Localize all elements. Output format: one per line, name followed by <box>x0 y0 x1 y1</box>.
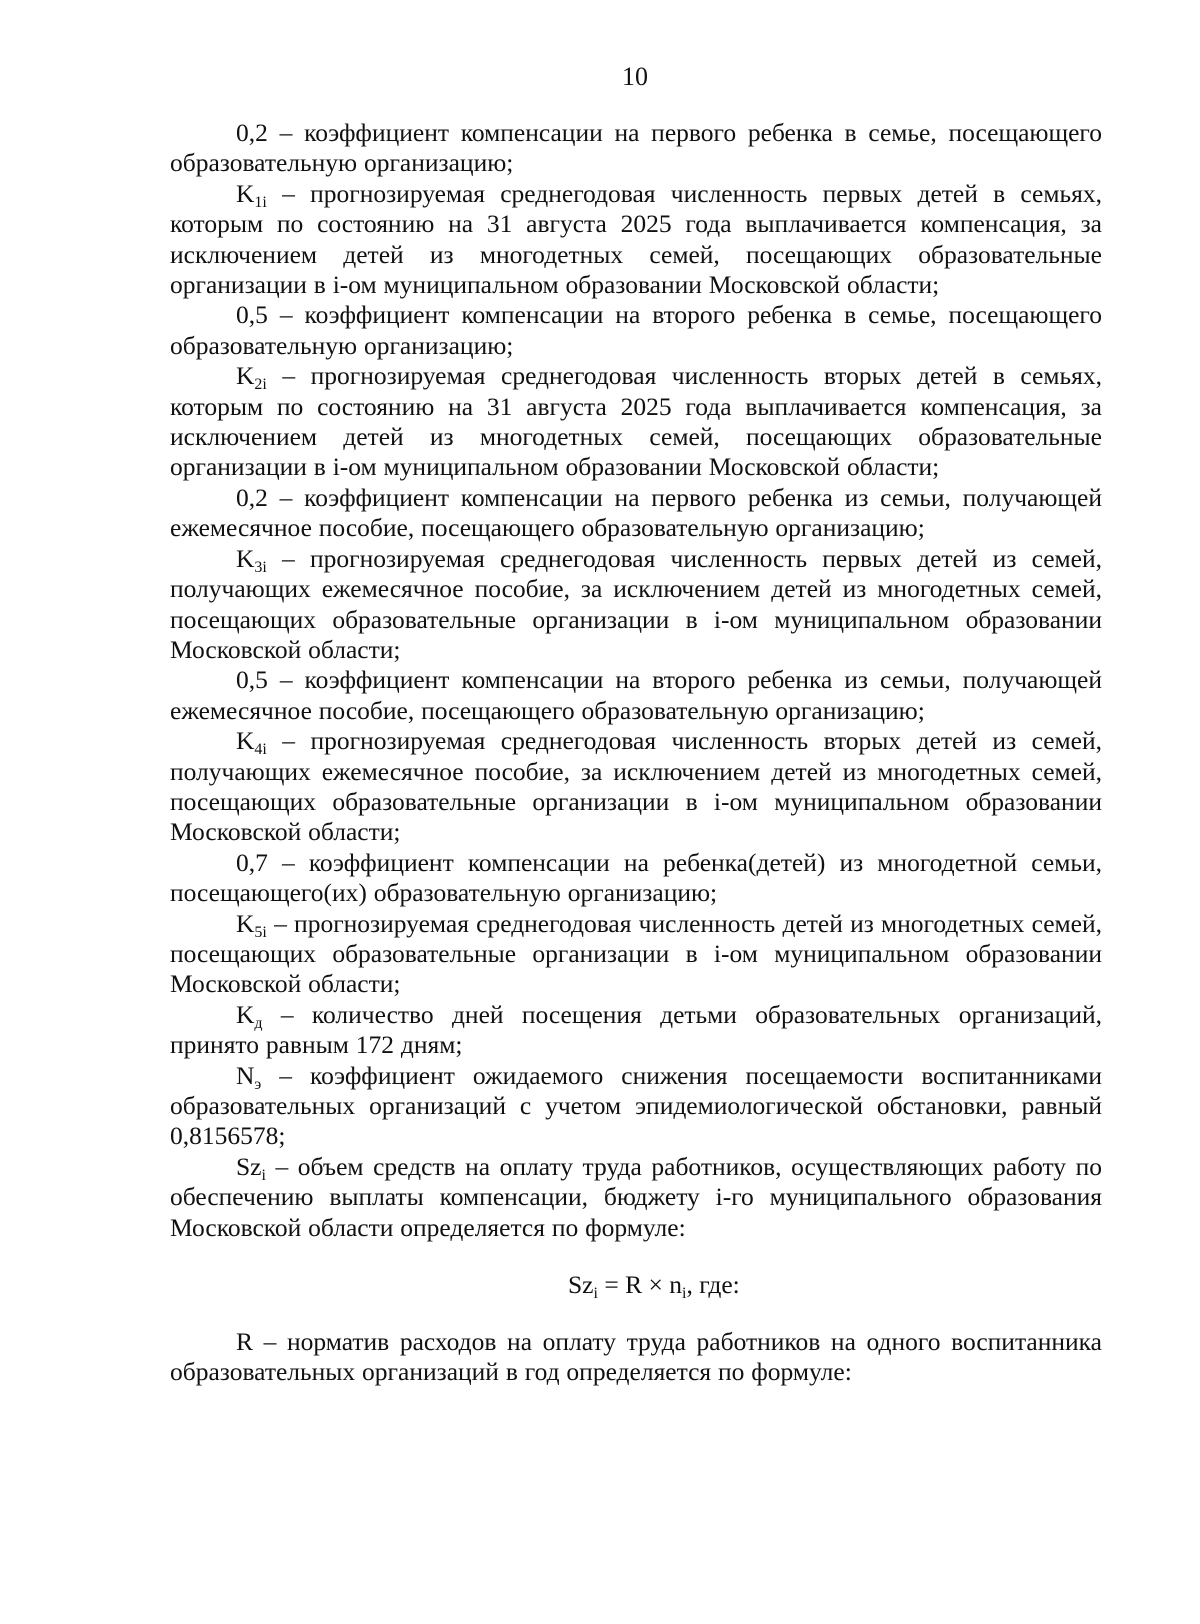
definition-paragraph <box>170 544 1102 666</box>
variable-symbol <box>236 999 263 1032</box>
definition-paragraph <box>170 1000 1102 1061</box>
variable-symbol-letter: K <box>236 999 255 1029</box>
definition-text: R – норматив расходов на оплату труда работников на одного воспитанника образовательных организаций в год определяется по формуле: <box>170 1327 1102 1387</box>
variable-symbol-subscript: 1i <box>254 193 267 211</box>
variable-symbol <box>236 726 267 759</box>
definition-paragraph <box>170 1327 1102 1388</box>
variable-symbol-subscript: 4i <box>254 741 267 759</box>
formula-lhs: Sz <box>568 1270 594 1300</box>
definition-paragraph <box>170 361 1102 483</box>
definition-text: – объем средств на оплату труда работников, осуществляющих работу по обеспечению выплаты компенсации, бюджету i-го муниципального образования Московской области определяется по формуле: <box>170 1151 1102 1242</box>
definition-paragraph <box>170 483 1102 544</box>
formula-rhs-subscript: i <box>681 1285 687 1303</box>
definition-paragraph <box>170 118 1102 179</box>
variable-symbol <box>236 361 267 394</box>
variable-symbol-subscript: д <box>254 1014 263 1032</box>
variable-symbol-subscript: 5i <box>254 923 267 941</box>
definition-text: – коэффициент ожидаемого снижения посещаемости воспитанниками образовательных организаций с учетом эпидемиологической обстановки, равный 0,8156578; <box>170 1060 1102 1151</box>
variable-symbol <box>236 1060 262 1093</box>
formula <box>170 1269 1102 1301</box>
formula-lhs-subscript: i <box>593 1285 598 1303</box>
variable-symbol-subscript: 3i <box>254 558 267 576</box>
variable-symbol <box>236 1151 266 1184</box>
definition-paragraph <box>170 726 1102 848</box>
definition-text: – прогнозируемая среднегодовая численность первых детей в семьях, которым по состоянию на 31 августа 2025 года выплачивается компенсация, за исключением детей из многодетных семей, посещающих образовательные организации в i-ом муниципальном образовании Московской области; <box>170 178 1102 300</box>
definition-text: – прогнозируемая среднегодовая численность первых детей из семей, получающих ежемесячное пособие, за исключением детей из многодетных семей, посещающих образовательные организации в i-ом муниципальном образовании Московской области; <box>170 543 1102 664</box>
definition-paragraph <box>170 665 1102 726</box>
definition-paragraph <box>170 300 1102 361</box>
formula-middle: = R × n <box>597 1270 682 1300</box>
variable-symbol-letter: N <box>236 1060 255 1090</box>
variable-symbol <box>236 908 267 941</box>
variable-symbol <box>236 178 267 211</box>
variable-symbol-subscript: э <box>254 1075 262 1093</box>
variable-symbol-letter: K <box>236 726 255 756</box>
variable-symbol-subscript: 2i <box>254 376 267 394</box>
variable-symbol-letter: K <box>236 908 255 938</box>
definition-text: – прогнозируемая среднегодовая численность вторых детей из семей, получающих ежемесячное пособие, за исключением детей из многодетных семей, посещающих образовательные организации в i-ом муниципальном образовании Московской области; <box>170 726 1102 847</box>
definition-paragraph <box>170 848 1102 909</box>
definition-paragraph <box>170 909 1102 1000</box>
definition-text: 0,5 – коэффициент компенсации на второго ребенка в семье, посещающего образовательную организацию; <box>170 300 1102 360</box>
formula-tail: , где: <box>686 1270 740 1300</box>
definition-text: 0,5 – коэффициент компенсации на второго ребенка из семьи, получающей ежемесячное пособие, посещающего образовательную организацию; <box>170 665 1102 725</box>
definition-paragraph <box>170 179 1102 301</box>
definition-paragraph <box>170 1061 1102 1152</box>
definitions-list <box>170 118 1102 1243</box>
definition-text: 0,2 – коэффициент компенсации на первого ребенка в семье, посещающего образовательную организацию; <box>170 118 1102 178</box>
variable-symbol-letter: Sz <box>236 1151 262 1181</box>
variable-symbol-letter: K <box>236 361 255 391</box>
variable-symbol-letter: K <box>236 543 255 573</box>
definition-text: 0,7 – коэффициент компенсации на ребенка(детей) из многодетной семьи, посещающего(их) образовательную организацию; <box>170 847 1102 908</box>
variable-symbol-subscript: i <box>261 1166 266 1184</box>
definition-paragraph <box>170 1152 1102 1243</box>
document-body <box>170 118 1102 1388</box>
definition-text: – прогнозируемая среднегодовая численность детей из многодетных семей, посещающих образовательные организации в i-ом муниципальном образовании Московской области; <box>170 908 1102 999</box>
definition-text: 0,2 – коэффициент компенсации на первого ребенка из семьи, получающей ежемесячное пособие, посещающего образовательную организацию; <box>170 482 1102 543</box>
variable-symbol-letter: K <box>236 178 255 208</box>
page-number: 10 <box>622 62 648 91</box>
variable-symbol <box>236 543 267 576</box>
definition-text: – прогнозируемая среднегодовая численность вторых детей в семьях, которым по состоянию на 31 августа 2025 года выплачивается компенсация, за исключением детей из многодетных семей, посещающих образовательные организации в i-ом муниципальном образовании Московской области; <box>170 361 1102 482</box>
definition-text: – количество дней посещения детьми образовательных организаций, принято равным 172 дням; <box>170 999 1102 1060</box>
closing-paragraphs <box>170 1327 1102 1388</box>
